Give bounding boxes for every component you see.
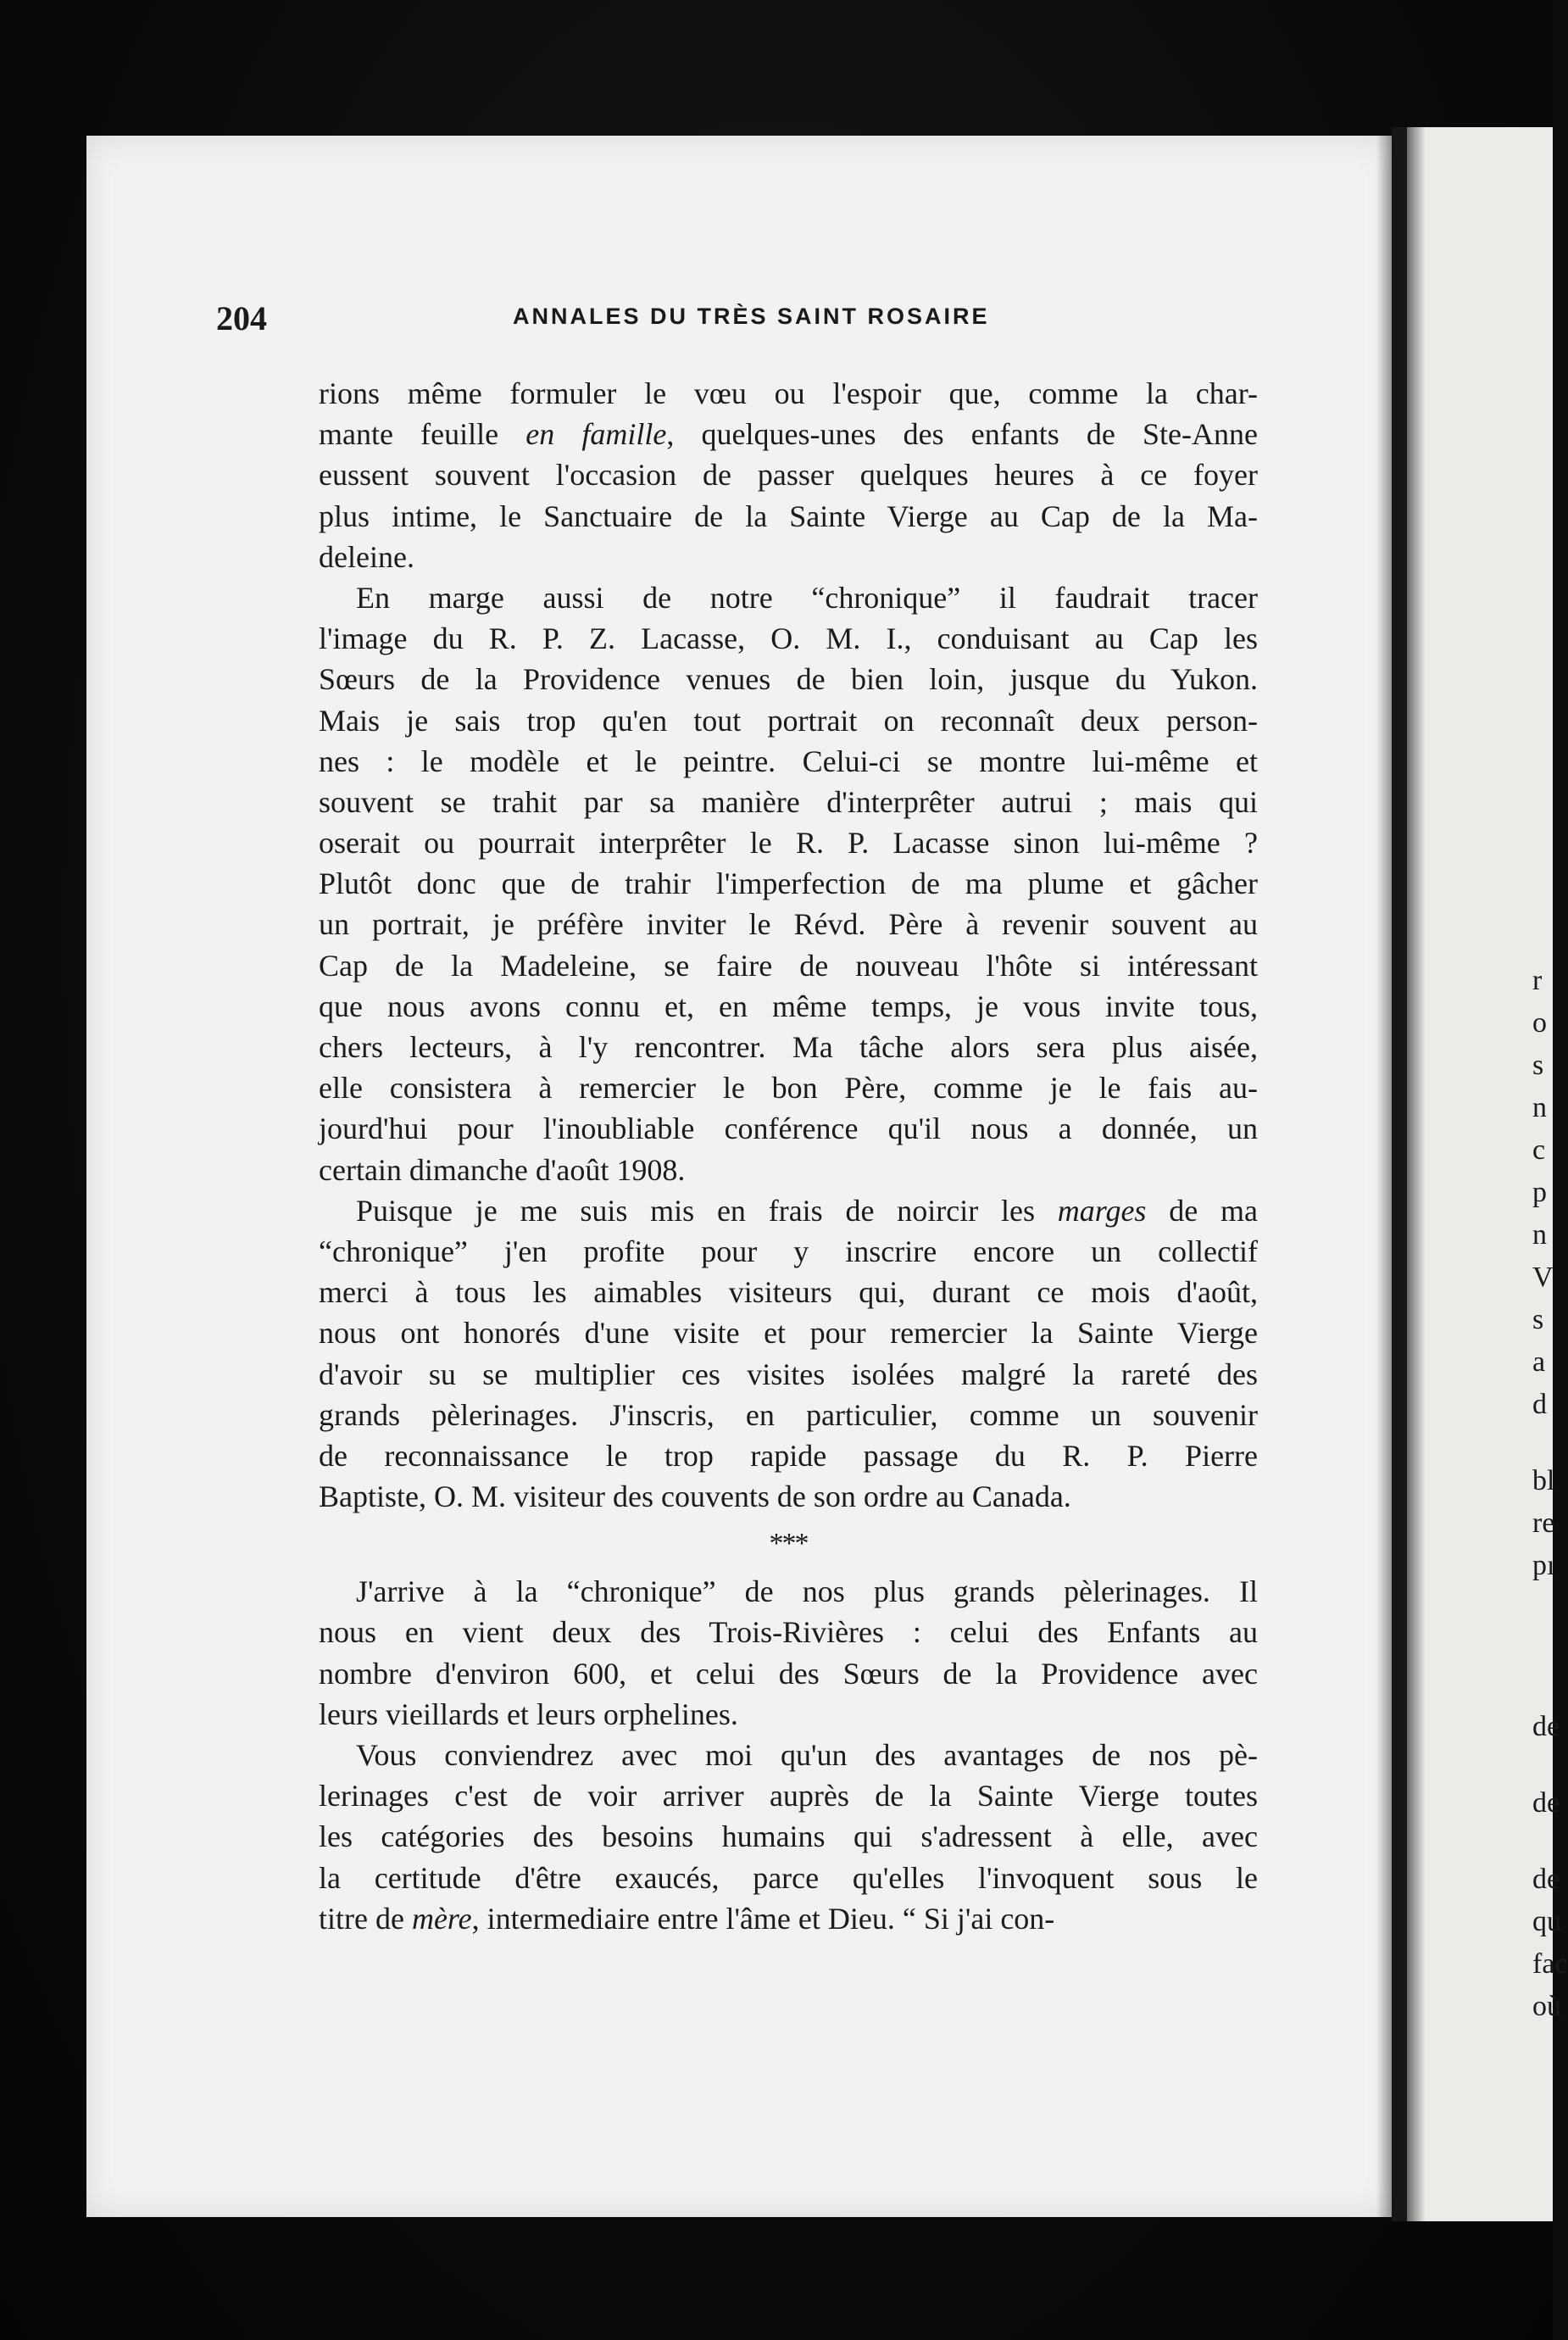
- text-line: deleine.: [319, 539, 414, 574]
- text-line: souvent se trahit par sa manière d'interprêter autrui ; mais qui: [319, 784, 1258, 819]
- facing-page-fragment: où: [1532, 1991, 1561, 2022]
- facing-page-fragment: n: [1532, 1219, 1547, 1251]
- text-line: un portrait, je préfère inviter le Révd. Père à revenir souvent au: [319, 907, 1258, 942]
- text-line: les catégories des besoins humains qui s'adressent à elle, avec: [319, 1819, 1258, 1854]
- text-line: chers lecteurs, à l'y rencontrer. Ma tâche alors sera plus aisée,: [319, 1030, 1258, 1064]
- text-line: Plutôt donc que de trahir l'imperfection de ma plume et gâcher: [319, 866, 1258, 901]
- text-line: J'arrive à la “chronique” de nos plus grands pèlerinages. Il: [356, 1574, 1258, 1609]
- text-line: grands pèlerinages. J'inscris, en particulier, comme un souvenir: [319, 1397, 1258, 1432]
- facing-page-fragment: de: [1532, 1864, 1560, 1895]
- facing-page-fragment: s: [1532, 1304, 1544, 1335]
- text-line: eussent souvent l'occasion de passer quelques heures à ce foyer: [319, 458, 1258, 493]
- facing-page-fragment: d: [1532, 1389, 1547, 1420]
- text-line: Cap de la Madeleine, se faire de nouveau l'hôte si intéressant: [319, 948, 1258, 983]
- text-line: jourd'hui pour l'inoubliable conférence qu'il nous a donnée, un: [319, 1112, 1258, 1146]
- facing-page-fragment: V: [1532, 1262, 1554, 1293]
- text-line: nous en vient deux des Trois-Rivières : celui des Enfants au: [319, 1615, 1258, 1650]
- text-line: Puisque je me suis mis en frais de noircir les marges de ma: [356, 1193, 1258, 1228]
- running-title: ANNALES DU TRÈS SAINT ROSAIRE: [513, 304, 990, 329]
- body-text: [319, 373, 1258, 1939]
- text-line: “chronique” j'en profite pour y inscrire encore un collectif: [319, 1234, 1258, 1268]
- text-line: Mais je sais trop qu'en tout portrait on reconnaît deux person-: [319, 703, 1258, 738]
- text-line: nes : le modèle et le peintre. Celui-ci se montre lui-même et: [319, 744, 1258, 778]
- text-line: certain dimanche d'août 1908.: [319, 1152, 686, 1187]
- text-line: elle consistera à remercier le bon Père, comme je le fais au-: [319, 1071, 1258, 1106]
- facing-page: [1407, 127, 1553, 2221]
- book-gutter: [1392, 127, 1407, 2221]
- page-number: 204: [216, 299, 267, 337]
- facing-page-fragment: s: [1532, 1050, 1544, 1081]
- facing-page-fragment: p: [1532, 1177, 1547, 1208]
- text-line: de reconnaissance le trop rapide passage du R. P. Pierre: [319, 1438, 1258, 1473]
- paragraph: [319, 373, 1258, 577]
- text-line: titre de mère, intermediaire entre l'âme et Dieu. “ Si j'ai con-: [319, 1901, 1055, 1936]
- facing-page-fragment: bl: [1532, 1465, 1555, 1496]
- facing-page-fragment: de: [1532, 1787, 1560, 1819]
- facing-page-fragment: c: [1532, 1134, 1546, 1166]
- paragraph: [319, 1735, 1258, 1939]
- text-line: Baptiste, O. M. visiteur des couvents de son ordre au Canada.: [319, 1479, 1071, 1514]
- facing-page-fragment: qu: [1532, 1906, 1561, 1937]
- facing-page-fragment: n: [1532, 1092, 1547, 1123]
- text-line: que nous avons connu et, en même temps, je vous invite tous,: [319, 989, 1258, 1023]
- text-line: oserait ou pourrait interprêter le R. P. Lacasse sinon lui-même ?: [319, 826, 1258, 861]
- text-line: nous ont honorés d'une visite et pour remercier la Sainte Vierge: [319, 1316, 1258, 1351]
- text-line: En marge aussi de notre “chronique” il faudrait tracer: [356, 580, 1258, 615]
- paragraph: [319, 1571, 1258, 1735]
- text-line: nombre d'environ 600, et celui des Sœurs de la Providence avec: [319, 1656, 1258, 1691]
- facing-page-fragment: re: [1532, 1507, 1555, 1539]
- paragraph: [319, 1190, 1258, 1518]
- facing-page-fragment: a: [1532, 1346, 1546, 1378]
- text-line: lerinages c'est de voir arriver auprès de la Sainte Vierge toutes: [319, 1779, 1258, 1814]
- text-line: merci à tous les aimables visiteurs qui, durant ce mois d'août,: [319, 1275, 1258, 1310]
- text-line: mante feuille en famille, quelques-unes des enfants de Ste-Anne: [319, 417, 1258, 452]
- text-line: d'avoir su se multiplier ces visites isolées malgré la rareté des: [319, 1357, 1258, 1391]
- section-asterism: ***: [769, 1528, 808, 1560]
- text-line: l'image du R. P. Z. Lacasse, O. M. I., conduisant au Cap les: [319, 621, 1258, 656]
- text-line: rions même formuler le vœu ou l'espoir que, comme la char-: [319, 376, 1258, 410]
- text-line: Sœurs de la Providence venues de bien loin, jusque du Yukon.: [319, 662, 1258, 697]
- facing-page-fragment: pı: [1532, 1550, 1555, 1581]
- facing-page-fragment: de: [1532, 1711, 1560, 1742]
- text-line: Vous conviendrez avec moi qu'un des avantages de nos pè-: [356, 1738, 1258, 1772]
- paragraph: [319, 577, 1258, 1190]
- text-line: la certitude d'être exaucés, parce qu'elles l'invoquent sous le: [319, 1860, 1258, 1895]
- facing-page-fragment: fac: [1532, 1948, 1568, 1980]
- facing-page-fragment: o: [1532, 1007, 1547, 1039]
- text-line: leurs vieillards et leurs orphelines.: [319, 1696, 738, 1731]
- running-header: [216, 298, 1259, 341]
- text-line: plus intime, le Sanctuaire de la Sainte Vierge au Cap de la Ma-: [319, 499, 1258, 533]
- facing-page-fragment: r: [1532, 965, 1543, 996]
